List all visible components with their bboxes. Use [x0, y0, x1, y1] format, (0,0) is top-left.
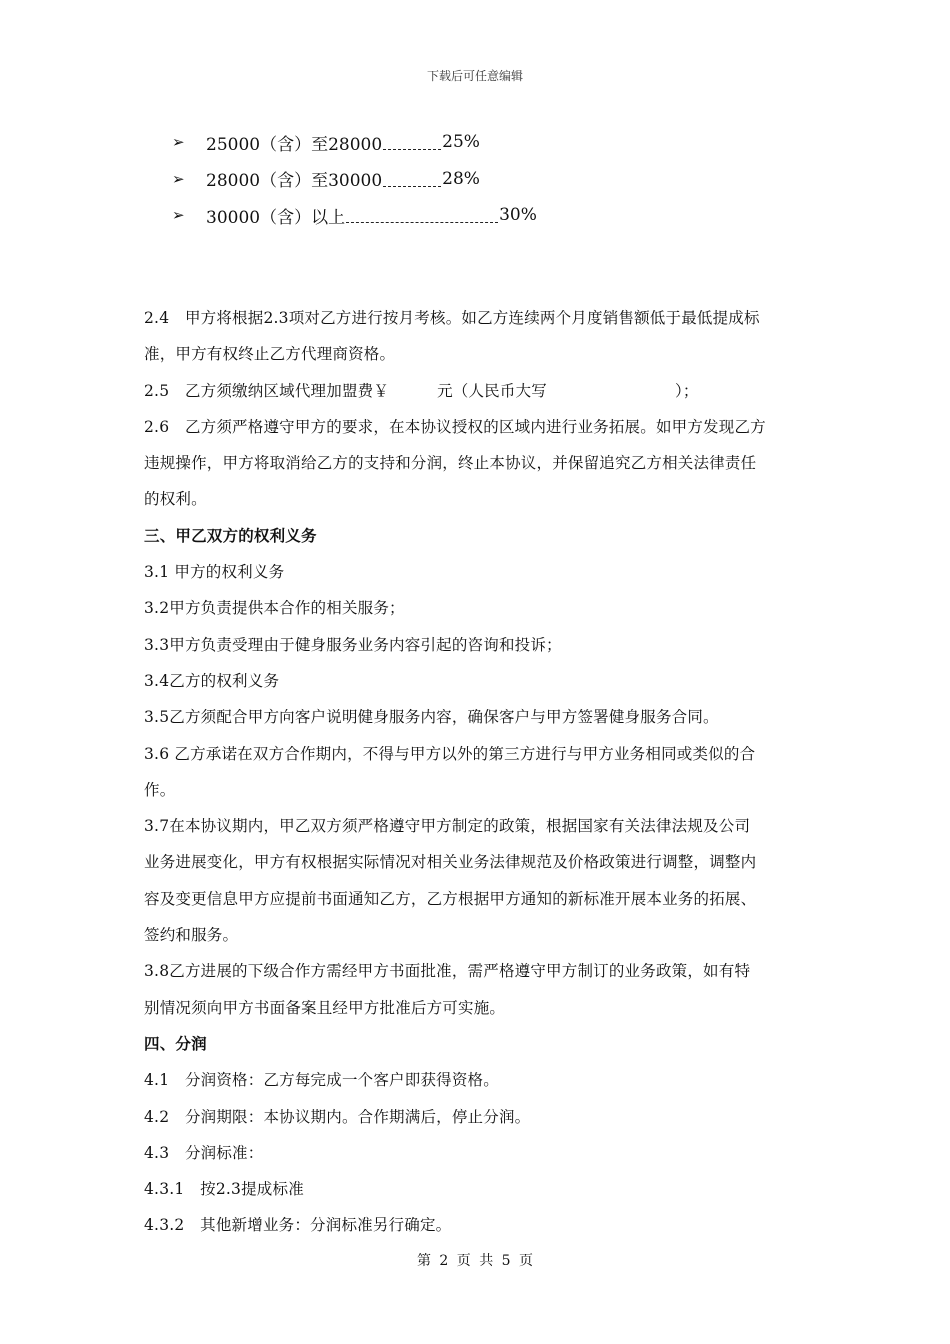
paragraph-line: 作。 [144, 780, 176, 799]
fee-close: ）； [674, 381, 699, 400]
page-total: 5 [501, 1253, 511, 1269]
paragraph-line: 4.3 分润标准： [144, 1143, 264, 1162]
paragraph-line: 4.2 分润期限：本协议期内。合作期满后，停止分润。 [144, 1107, 531, 1126]
paragraph-line: 2.4 甲方将根据2.3项对乙方进行按月考核。如乙方连续两个月度销售额低于最低提成标 [144, 309, 760, 327]
paragraph-line: 违规操作，甲方将取消给乙方的支持和分润，终止本协议，并保留追究乙方相关法律责任 [144, 454, 757, 473]
paragraph-line: 4.3.2 其他新增业务：分润标准另行确定。 [144, 1216, 452, 1235]
paragraph-line: 别情况须向甲方书面备案且经甲方批准后方可实施。 [144, 998, 506, 1017]
commission-tier-list [172, 124, 537, 234]
paragraph-line: 3.5乙方须配合甲方向客户说明健身服务内容，确保客户与甲方签署健身服务合同。 [144, 708, 719, 727]
arrow-bullet-icon: ➢ [172, 206, 185, 225]
arrow-bullet-icon: ➢ [172, 169, 185, 188]
paragraph-line: 签约和服务。 [144, 926, 239, 945]
paragraph-line: 3.3甲方负责受理由于健身服务业务内容引起的咨询和投诉； [144, 635, 562, 654]
footer-suffix: 页 [519, 1253, 534, 1269]
paragraph-line: 3.8乙方进展的下级合作方需经甲方书面批准，需严格遵守甲方制订的业务政策，如有特 [144, 962, 751, 981]
page-header: 下载后可任意编辑 [426, 69, 523, 83]
section-heading: 三、甲乙双方的权利义务 [144, 525, 317, 545]
leader-line [383, 134, 441, 150]
page-footer [0, 1250, 950, 1270]
tier-range: 30000（含）以上 [206, 207, 346, 228]
page-number: 2 [439, 1253, 449, 1269]
tier-rate: 28% [442, 168, 480, 189]
paragraph-line: 3.7在本协议期内，甲乙双方须严格遵守甲方制定的政策，根据国家有关法律法规及公司 [144, 817, 751, 836]
tier-item [172, 197, 537, 234]
tier-rate: 25% [442, 132, 480, 153]
leader-line [383, 171, 441, 187]
section-heading: 四、分润 [144, 1033, 207, 1053]
fee-unit-label: 元（人民币大写 [437, 381, 547, 400]
tier-range: 25000（含）至28000 [206, 134, 383, 155]
paragraph-line: 4.3.1 按2.3提成标准 [144, 1180, 304, 1199]
paragraph-line: 3.6 乙方承诺在双方合作期内，不得与甲方以外的第三方进行与甲方业务相同或类似的合 [144, 744, 756, 763]
paragraph-line: 容及变更信息甲方应提前书面通知乙方，乙方根据甲方通知的新标准开展本业务的拓展、 [144, 889, 757, 908]
paragraph-line: 3.1 甲方的权利义务 [144, 563, 285, 582]
paragraph-line: 业务进展变化，甲方有权根据实际情况对相关业务法律规范及价格政策进行调整，调整内 [144, 853, 757, 872]
paragraph-line: 4.1 分润资格：乙方每完成一个客户即获得资格。 [144, 1071, 499, 1090]
tier-range: 28000（含）至30000 [206, 171, 383, 192]
paragraph-line: 3.4乙方的权利义务 [144, 671, 280, 690]
footer-prefix: 第 [416, 1253, 431, 1269]
paragraph-line: 的权利。 [144, 490, 207, 509]
footer-middle: 页 共 [456, 1253, 494, 1269]
paragraph-line: 准，甲方有权终止乙方代理商资格。 [144, 345, 396, 364]
tier-rate: 30% [499, 205, 537, 226]
paragraph-line: 3.2甲方负责提供本合作的相关服务； [144, 599, 405, 618]
leader-line [346, 207, 498, 223]
tier-item [172, 124, 537, 161]
fee-label: 2.5 乙方须缴纳区域代理加盟费￥ [144, 381, 390, 400]
document-body [144, 300, 814, 1244]
tier-item [172, 161, 537, 198]
arrow-bullet-icon: ➢ [172, 133, 185, 152]
paragraph-line: 2.6 乙方须严格遵守甲方的要求，在本协议授权的区域内进行业务拓展。如甲方发现乙方 [144, 417, 766, 436]
franchise-fee-line [144, 373, 814, 409]
